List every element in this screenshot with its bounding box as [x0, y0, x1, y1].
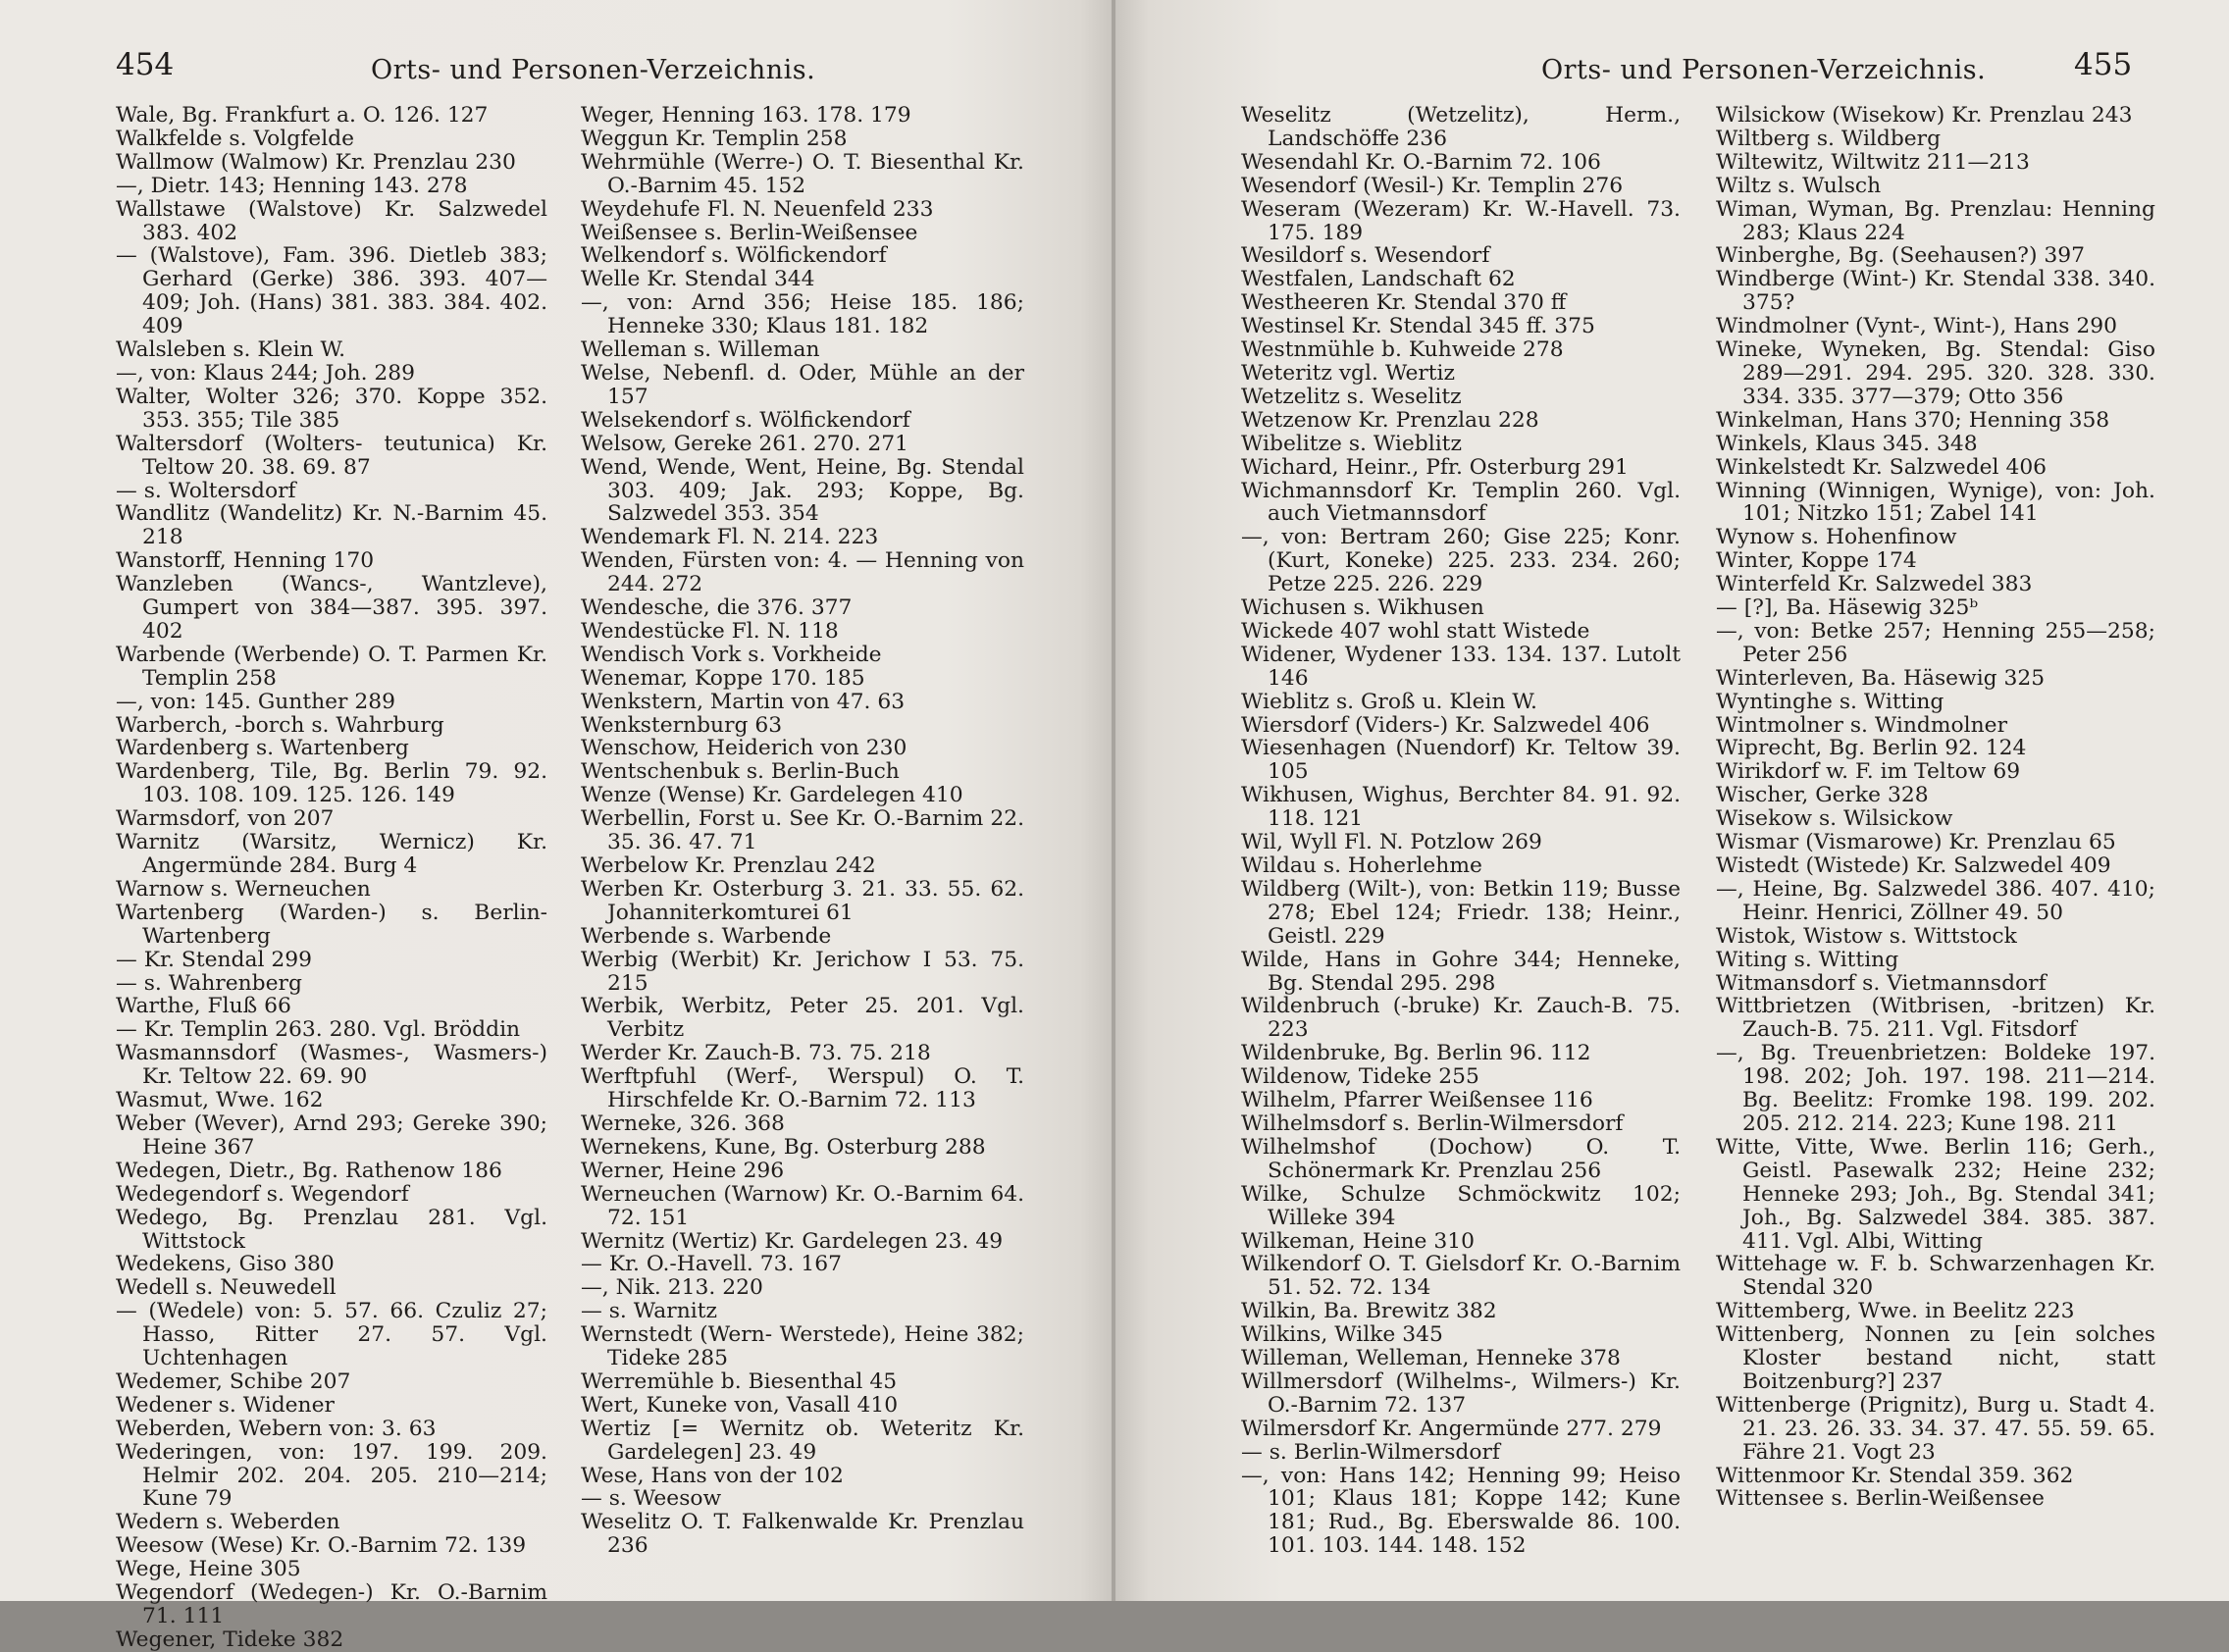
index-entry: Wittenmoor Kr. Stendal 359. 362: [1716, 1463, 2074, 1488]
index-entry: Wallmow (Walmow) Kr. Prenzlau 230: [116, 149, 516, 175]
index-entry: Wilsickow (Wisekow) Kr. Prenzlau 243: [1716, 103, 2133, 128]
index-entry: Wineke, Wyneken, Bg. Stendal: Giso 289—291. 294. 295. 320. 328. 330. 334. 335. 377—379; Otto 356: [1716, 337, 2155, 409]
index-entry: Windmolner (Vynt-, Wint-), Hans 290: [1716, 314, 2118, 339]
index-entry: Winterleven, Ba. Häsewig 325: [1716, 665, 2046, 691]
index-entry: Wildberg (Wilt-), von: Betkin 119; Busse 278; Ebel 124; Friedr. 138; Heinr., Geistl. 229: [1241, 876, 1681, 949]
index-entry: Wilkin, Ba. Brewitz 382: [1241, 1299, 1497, 1324]
left-page: [0, 0, 1114, 1652]
index-entry: Wiltberg s. Wildberg: [1716, 126, 1942, 151]
index-entry: Warbende (Werbende) O. T. Parmen Kr. Templin 258: [116, 642, 547, 691]
index-entry: Wardenberg, Tile, Bg. Berlin 79. 92. 103. 108. 109. 125. 126. 149: [116, 759, 547, 808]
index-entry: Wiesenhagen (Nuendorf) Kr. Teltow 39. 105: [1241, 736, 1681, 785]
index-entry: Wilhelmshof (Dochow) O. T. Schönermark Kr. Prenzlau 256: [1241, 1134, 1681, 1183]
index-entry: Welleman s. Willeman: [581, 337, 820, 363]
index-entry: Wernstedt (Wern- Werstede), Heine 382; Tideke 285: [581, 1322, 1024, 1371]
index-entry: Wittehage w. F. b. Schwarzenhagen Kr. Stendal 320: [1716, 1252, 2155, 1301]
index-entry: —, Bg. Treuenbrietzen: Boldeke 197. 198. 202; Joh. 197. 198. 211—214. Bg. Beelitz: Fromke 198. 199. 202. 205. 212. 214. 223; Kune 198. 211: [1716, 1041, 2155, 1136]
index-entry: Wichmannsdorf Kr. Templin 260. Vgl. auch Vietmannsdorf: [1241, 478, 1681, 527]
index-entry: Wedekens, Giso 380: [116, 1252, 335, 1277]
index-entry: Werremühle b. Biesenthal 45: [581, 1368, 898, 1394]
index-entry: Wedener s. Widener: [116, 1392, 335, 1418]
index-entry: —, Dietr. 143; Henning 143. 278: [116, 173, 468, 198]
index-entry: Wenze (Wense) Kr. Gardelegen 410: [581, 783, 963, 808]
index-entry: Wittensee s. Berlin-Weißensee: [1716, 1486, 2045, 1512]
index-entry: — Kr. Templin 263. 280. Vgl. Bröddin: [116, 1017, 521, 1043]
index-entry: Weber (Wever), Arnd 293; Gereke 390; Heine 367: [116, 1110, 547, 1160]
index-entry: Wandlitz (Wandelitz) Kr. N.-Barnim 45. 218: [116, 501, 547, 550]
index-entry: Wiprecht, Bg. Berlin 92. 124: [1716, 736, 2027, 761]
index-entry: Wilmersdorf Kr. Angermünde 277. 279: [1241, 1416, 1662, 1441]
index-entry: Wedegen, Dietr., Bg. Rathenow 186: [116, 1158, 502, 1183]
index-entry: Weselitz O. T. Falkenwalde Kr. Prenzlau 236: [581, 1510, 1024, 1559]
index-entry: Weseram (Wezeram) Kr. W.-Havell. 73. 175. 189: [1241, 196, 1681, 245]
index-entry: Wend, Wende, Went, Heine, Bg. Stendal 303. 409; Jak. 293; Koppe, Bg. Salzwedel 353. 354: [581, 454, 1024, 527]
index-entry: — s. Weesow: [581, 1486, 722, 1512]
index-entry: Wittenberge (Prignitz), Burg u. Stadt 4. 21. 23. 26. 33. 34. 37. 47. 55. 59. 65. Fähre 21. Vogt 23: [1716, 1392, 2155, 1465]
index-entry: Wisekow s. Wilsickow: [1716, 806, 1953, 832]
index-entry: — Kr. Stendal 299: [116, 947, 312, 972]
index-entry: — (Walstove), Fam. 396. Dietleb 383; Gerhard (Gerke) 386. 393. 407—409; Joh. (Hans) 381. 383. 384. 402. 409: [116, 243, 547, 339]
index-entry: Wibelitze s. Wieblitz: [1241, 431, 1462, 456]
index-entry: Willmersdorf (Wilhelms-, Wilmers-) Kr. O.-Barnim 72. 137: [1241, 1368, 1681, 1418]
index-entry: Weesow (Wese) Kr. O.-Barnim 72. 139: [116, 1533, 527, 1559]
index-entry: — [?], Ba. Häsewig 325ᵇ: [1716, 595, 1979, 621]
index-entry: Wildenbruke, Bg. Berlin 96. 112: [1241, 1041, 1591, 1066]
index-entry: Winberghe, Bg. (Seehausen?) 397: [1716, 243, 2086, 269]
index-entry: Wirikdorf w. F. im Teltow 69: [1716, 759, 2021, 785]
index-entry: Weberden, Webern von: 3. 63: [116, 1416, 437, 1441]
index-entry: — s. Warnitz: [581, 1299, 717, 1324]
index-entry: Werben Kr. Osterburg 3. 21. 33. 55. 62. Johanniterkomturei 61: [581, 876, 1024, 925]
index-entry: Werbelow Kr. Prenzlau 242: [581, 853, 876, 878]
index-entry: Witing s. Witting: [1716, 947, 1899, 972]
index-entry: Wiersdorf (Viders-) Kr. Salzwedel 406: [1241, 712, 1650, 738]
index-entry: Westnmühle b. Kuhweide 278: [1241, 337, 1564, 363]
index-entry: Warberch, -borch s. Wahrburg: [116, 712, 444, 738]
index-entry: Warnow s. Werneuchen: [116, 876, 371, 902]
index-entry: Wedern s. Weberden: [116, 1510, 340, 1535]
index-entry: Wilkeman, Heine 310: [1241, 1228, 1475, 1254]
page-number: 455: [2074, 47, 2133, 82]
index-entry: Weißensee s. Berlin-Weißensee: [581, 220, 918, 245]
index-entry: Wedego, Bg. Prenzlau 281. Vgl. Wittstock: [116, 1205, 547, 1254]
index-entry: Wichusen s. Wikhusen: [1241, 595, 1484, 621]
index-entry: Weteritz vgl. Wertiz: [1241, 360, 1456, 386]
index-entry: Weger, Henning 163. 178. 179: [581, 103, 911, 128]
index-entry: Westfalen, Landschaft 62: [1241, 267, 1516, 292]
index-entry: Wikhusen, Wighus, Berchter 84. 91. 92. 118. 121: [1241, 783, 1681, 832]
index-entry: Wernitz (Wertiz) Kr. Gardelegen 23. 49: [581, 1228, 1004, 1254]
index-entry: Witmansdorf s. Vietmannsdorf: [1716, 970, 2047, 996]
index-entry: Wendemark Fl. N. 214. 223: [581, 525, 879, 550]
index-entry: Werneke, 326. 368: [581, 1110, 785, 1136]
index-entry: Wernekens, Kune, Bg. Osterburg 288: [581, 1134, 986, 1160]
running-head: Orts- und Personen-Verzeichnis.: [371, 55, 816, 85]
index-entry: Wendesche, die 376. 377: [581, 595, 853, 621]
index-entry: Wildau s. Hoherlehme: [1241, 853, 1482, 878]
index-entry: Warnitz (Warsitz, Wernicz) Kr. Angermünde 284. Burg 4: [116, 830, 547, 878]
index-entry: Wendisch Vork s. Vorkheide: [581, 642, 882, 667]
index-entry: Wilhelmsdorf s. Berlin-Wilmersdorf: [1241, 1110, 1624, 1136]
index-entry: Wintmolner s. Windmolner: [1716, 712, 2007, 738]
index-entry: Widener, Wydener 133. 134. 137. Lutolt 146: [1241, 642, 1681, 691]
index-entry: Wesendorf (Wesil-) Kr. Templin 276: [1241, 173, 1624, 198]
index-entry: Witte, Vitte, Wwe. Berlin 116; Gerh., Geistl. Pasewalk 232; Heine 232; Henneke 293; Joh., Bg. Stendal 341; Joh., Bg. Salzwedel 384. 385. 387. 411. Vgl. Albi, Witting: [1716, 1134, 2155, 1254]
index-entry: Wittemberg, Wwe. in Beelitz 223: [1716, 1299, 2075, 1324]
index-entry: Werbig (Werbit) Kr. Jerichow I 53. 75. 215: [581, 947, 1024, 996]
index-entry: Wetzenow Kr. Prenzlau 228: [1241, 407, 1539, 433]
index-entry: Wil, Wyll Fl. N. Potzlow 269: [1241, 830, 1542, 855]
index-entry: Wegendorf (Wedegen-) Kr. O.-Barnim 71. 111: [116, 1580, 547, 1628]
page-number: 454: [116, 47, 175, 82]
index-entry: —, von: Arnd 356; Heise 185. 186; Henneke 330; Klaus 181. 182: [581, 290, 1024, 339]
index-entry: Wilke, Schulze Schmöckwitz 102; Willeke 394: [1241, 1181, 1681, 1230]
index-entry: Westheeren Kr. Stendal 370 ff: [1241, 290, 1567, 316]
index-entry: Wetzelitz s. Weselitz: [1241, 384, 1462, 409]
index-entry: Wesildorf s. Wesendorf: [1241, 243, 1490, 269]
index-entry: Wesendahl Kr. O.-Barnim 72. 106: [1241, 149, 1601, 175]
index-entry: Walsleben s. Klein W.: [116, 337, 346, 363]
index-entry: —, von: Betke 257; Henning 255—258; Peter 256: [1716, 618, 2155, 667]
index-entry: Warthe, Fluß 66: [116, 994, 291, 1019]
index-entry: Winkelstedt Kr. Salzwedel 406: [1716, 454, 2048, 480]
index-entry: Wederingen, von: 197. 199. 209. Helmir 202. 204. 205. 210—214; Kune 79: [116, 1439, 547, 1512]
index-entry: Wilkins, Wilke 345: [1241, 1322, 1443, 1348]
index-entry: Wynow s. Hohenfinow: [1716, 525, 1957, 550]
index-entry: — s. Berlin-Wilmersdorf: [1241, 1439, 1500, 1465]
index-entry: Welle Kr. Stendal 344: [581, 267, 815, 292]
index-entry: — Kr. O.-Havell. 73. 167: [581, 1252, 842, 1277]
index-entry: Werder Kr. Zauch-B. 73. 75. 218: [581, 1041, 931, 1066]
index-entry: Werner, Heine 296: [581, 1158, 785, 1183]
index-entry: Wedell s. Neuwedell: [116, 1275, 337, 1301]
index-entry: Wasmannsdorf (Wasmes-, Wasmers-) Kr. Teltow 22. 69. 90: [116, 1041, 547, 1090]
index-column-1: [116, 104, 547, 1652]
index-entry: Wiltewitz, Wiltwitz 211—213: [1716, 149, 2030, 175]
index-entry: Wildenbruch (-bruke) Kr. Zauch-B. 75. 223: [1241, 994, 1681, 1043]
index-entry: —, von: Bertram 260; Gise 225; Konr. (Kurt, Koneke) 225. 233. 234. 260; Petze 225. 226. 229: [1241, 525, 1681, 597]
index-entry: Welkendorf s. Wölfickendorf: [581, 243, 887, 269]
index-entry: Wilde, Hans in Gohre 344; Henneke, Bg. Stendal 295. 298: [1241, 947, 1681, 996]
index-entry: Welsekendorf s. Wölfickendorf: [581, 407, 910, 433]
index-entry: Wendestücke Fl. N. 118: [581, 618, 839, 644]
index-entry: Wentschenbuk s. Berlin-Buch: [581, 759, 900, 785]
index-entry: Walter, Wolter 326; 370. Koppe 352. 353. 355; Tile 385: [116, 384, 547, 433]
index-entry: Wehrmühle (Werre-) O. T. Biesenthal Kr. O.-Barnim 45. 152: [581, 149, 1024, 198]
index-entry: Wenemar, Koppe 170. 185: [581, 665, 865, 691]
index-entry: Wenden, Fürsten von: 4. — Henning von 244. 272: [581, 548, 1024, 597]
index-entry: Wischer, Gerke 328: [1716, 783, 1929, 808]
index-entry: Wenschow, Heiderich von 230: [581, 736, 907, 761]
index-entry: Wenksternburg 63: [581, 712, 783, 738]
index-entry: Werbende s. Warbende: [581, 923, 832, 949]
index-entry: Wenkstern, Martin von 47. 63: [581, 689, 906, 714]
index-entry: Wittbrietzen (Witbrisen, -britzen) Kr. Zauch-B. 75. 211. Vgl. Fitsdorf: [1716, 994, 2155, 1043]
right-page: [1115, 0, 2229, 1601]
index-entry: Wyntinghe s. Witting: [1716, 689, 1944, 714]
index-entry: —, von: 145. Gunther 289: [116, 689, 395, 714]
index-entry: — s. Wahrenberg: [116, 970, 302, 996]
index-entry: Weselitz (Wetzelitz), Herm., Landschöffe 236: [1241, 103, 1681, 151]
index-entry: Winter, Koppe 174: [1716, 548, 1917, 574]
index-entry: Wardenberg s. Wartenberg: [116, 736, 409, 761]
index-entry: Welse, Nebenfl. d. Oder, Mühle an der 157: [581, 360, 1024, 409]
index-entry: Wert, Kuneke von, Vasall 410: [581, 1392, 899, 1418]
index-entry: — (Wedele) von: 5. 57. 66. Czuliz 27; Hasso, Ritter 27. 57. Vgl. Uchtenhagen: [116, 1299, 547, 1371]
index-entry: Wese, Hans von der 102: [581, 1463, 844, 1488]
index-entry: Winning (Winnigen, Wynige), von: Joh. 101; Nitzko 151; Zabel 141: [1716, 478, 2155, 527]
index-entry: Waltersdorf (Wolters- teutunica) Kr. Teltow 20. 38. 69. 87: [116, 431, 547, 480]
index-column-2: [1716, 104, 2155, 1511]
index-entry: Wistedt (Wistede) Kr. Salzwedel 409: [1716, 853, 2111, 878]
index-entry: Wasmut, Wwe. 162: [116, 1088, 324, 1113]
index-entry: Windberge (Wint-) Kr. Stendal 338. 340. 375?: [1716, 267, 2155, 316]
index-entry: Werneuchen (Warnow) Kr. O.-Barnim 64. 72. 151: [581, 1181, 1024, 1230]
index-entry: Wiman, Wyman, Bg. Prenzlau: Henning 283; Klaus 224: [1716, 196, 2155, 245]
index-entry: Wieblitz s. Groß u. Klein W.: [1241, 689, 1537, 714]
index-entry: — s. Woltersdorf: [116, 478, 296, 503]
index-entry: Werbellin, Forst u. See Kr. O.-Barnim 22. 35. 36. 47. 71: [581, 806, 1024, 855]
index-column-1: [1241, 104, 1681, 1558]
index-entry: Weydehufe Fl. N. Neuenfeld 233: [581, 196, 934, 222]
index-entry: Wertiz [= Wernitz ob. Weteritz Kr. Gardelegen] 23. 49: [581, 1416, 1024, 1465]
index-entry: Warmsdorf, von 207: [116, 806, 335, 832]
index-entry: Wiltz s. Wulsch: [1716, 173, 1882, 198]
index-entry: Wanzleben (Wancs-, Wantzleve), Gumpert von 384—387. 395. 397. 402: [116, 572, 547, 644]
index-entry: Wittenberg, Nonnen zu [ein solches Kloster bestand nicht, statt Boitzenburg?] 237: [1716, 1322, 2155, 1394]
index-column-2: [581, 104, 1024, 1558]
index-entry: Wickede 407 wohl statt Wistede: [1241, 618, 1590, 644]
index-entry: Wegener, Tideke 382: [116, 1626, 344, 1652]
index-entry: Werbik, Werbitz, Peter 25. 201. Vgl. Verbitz: [581, 994, 1024, 1043]
index-entry: —, von: Hans 142; Henning 99; Heiso 101; Klaus 181; Koppe 142; Kune 181; Rud., Bg. Eberswalde 86. 100. 101. 103. 144. 148. 152: [1241, 1463, 1681, 1559]
index-entry: Wedegendorf s. Wegendorf: [116, 1181, 409, 1207]
index-entry: Walkfelde s. Volgfelde: [116, 126, 355, 151]
index-entry: Wilhelm, Pfarrer Weißensee 116: [1241, 1088, 1593, 1113]
index-entry: Wale, Bg. Frankfurt a. O. 126. 127: [116, 103, 489, 128]
index-entry: —, Heine, Bg. Salzwedel 386. 407. 410; Heinr. Henrici, Zöllner 49. 50: [1716, 876, 2155, 925]
index-entry: Wildenow, Tideke 255: [1241, 1064, 1479, 1090]
index-entry: Wallstawe (Walstove) Kr. Salzwedel 383. 402: [116, 196, 547, 245]
index-entry: Wistok, Wistow s. Wittstock: [1716, 923, 2017, 949]
index-entry: Werftpfuhl (Werf-, Werspul) O. T. Hirschfelde Kr. O.-Barnim 72. 113: [581, 1064, 1024, 1113]
index-entry: —, Nik. 213. 220: [581, 1275, 763, 1301]
index-entry: Wege, Heine 305: [116, 1557, 301, 1582]
index-entry: Wichard, Heinr., Pfr. Osterburg 291: [1241, 454, 1629, 480]
index-entry: Wanstorff, Henning 170: [116, 548, 375, 574]
index-entry: Wilkendorf O. T. Gielsdorf Kr. O.-Barnim 51. 52. 72. 134: [1241, 1252, 1681, 1301]
index-entry: Willeman, Welleman, Henneke 378: [1241, 1346, 1621, 1371]
index-entry: —, von: Klaus 244; Joh. 289: [116, 360, 416, 386]
index-entry: Westinsel Kr. Stendal 345 ff. 375: [1241, 314, 1595, 339]
index-entry: Weggun Kr. Templin 258: [581, 126, 848, 151]
index-entry: Winkelman, Hans 370; Henning 358: [1716, 407, 2110, 433]
index-entry: Wedemer, Schibe 207: [116, 1368, 351, 1394]
running-head: Orts- und Personen-Verzeichnis.: [1541, 55, 1987, 85]
index-entry: Wartenberg (Warden-) s. Berlin-Wartenberg: [116, 900, 547, 949]
index-entry: Wismar (Vismarowe) Kr. Prenzlau 65: [1716, 830, 2116, 855]
index-entry: Welsow, Gereke 261. 270. 271: [581, 431, 908, 456]
index-entry: Winkels, Klaus 345. 348: [1716, 431, 1978, 456]
index-entry: Winterfeld Kr. Salzwedel 383: [1716, 572, 2033, 597]
